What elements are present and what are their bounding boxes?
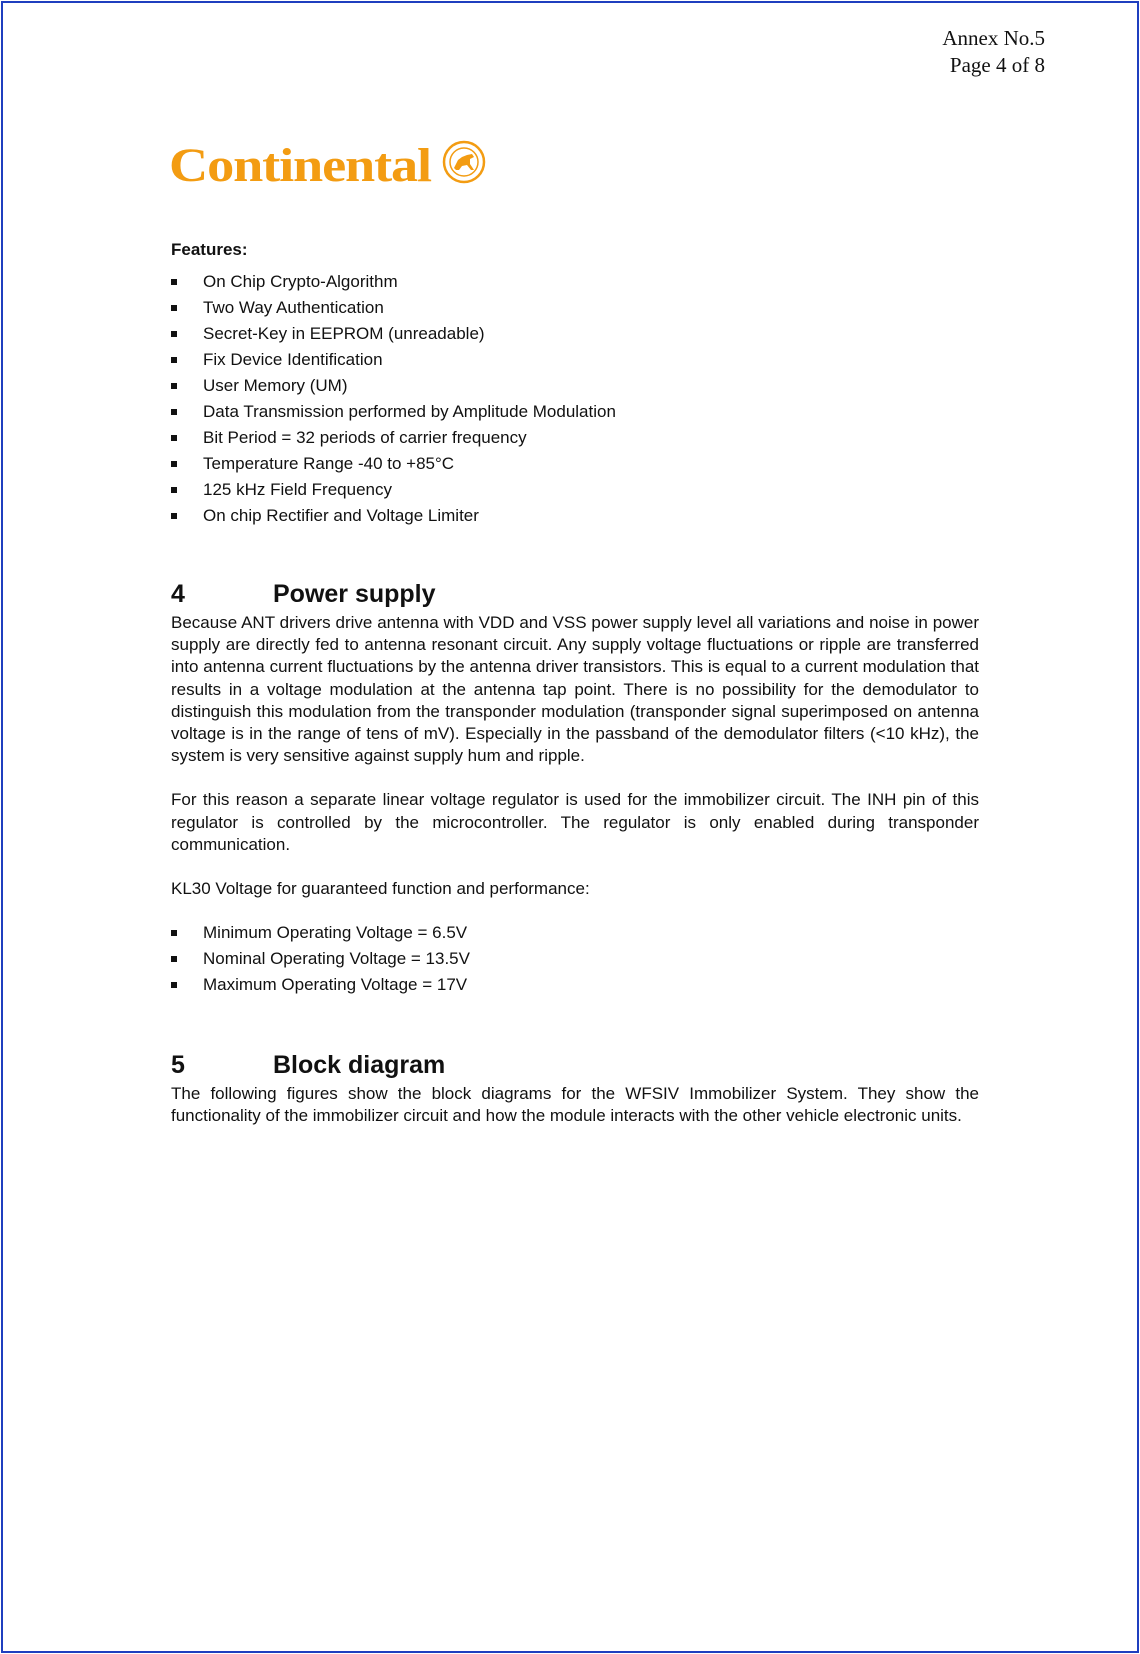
features-list	[171, 269, 979, 529]
main-content	[171, 239, 979, 1128]
list-item: Secret-Key in EEPROM (unreadable)	[171, 321, 979, 347]
section-heading-block-diagram	[171, 1050, 979, 1080]
power-supply-paragraph-1: Because ANT drivers drive antenna with VDD and VSS power supply level all variations and noise in power supply are directly fed to antenna resonant circuit. Any supply voltage fluctuations or ripple are transferred into antenna current fluctuations by the antenna driver transistors. This is equal to a current modulation that results in a voltage modulation at the antenna tap point. There is no possibility for the demodulator to distinguish this modulation from the transponder modulation (transponder signal superimposed on antenna voltage is in the range of tens of mV). Especially in the passband of the demodulator filters (<10 kHz), the system is very sensitive against supply hum and ripple.	[171, 613, 979, 766]
section-heading-power-supply	[171, 579, 979, 609]
power-supply-paragraph-3: KL30 Voltage for guaranteed function and performance:	[171, 879, 590, 899]
section-number: 5	[171, 1051, 185, 1080]
list-item: Fix Device Identification	[171, 347, 979, 373]
voltage-list	[171, 920, 979, 998]
horse-emblem-icon	[444, 142, 484, 182]
list-item: Bit Period = 32 periods of carrier frequency	[171, 425, 979, 451]
list-item: Nominal Operating Voltage = 13.5V	[171, 946, 979, 972]
section-title: Power supply	[273, 580, 436, 608]
features-heading: Features:	[171, 240, 248, 259]
list-item: 125 kHz Field Frequency	[171, 477, 979, 503]
logo-wordmark: Continental	[169, 139, 432, 192]
list-item: Minimum Operating Voltage = 6.5V	[171, 920, 979, 946]
list-item: On Chip Crypto-Algorithm	[171, 269, 979, 295]
block-diagram-paragraph: The following figures show the block diagrams for the WFSIV Immobilizer System. They show the functionality of the immobilizer circuit and how the module interacts with the other vehicle electronic units.	[171, 1084, 979, 1126]
list-item: Data Transmission performed by Amplitude Modulation	[171, 399, 979, 425]
document-page	[1, 1, 1139, 1653]
annex-header	[942, 25, 1045, 79]
list-item: On chip Rectifier and Voltage Limiter	[171, 503, 979, 529]
section-number: 4	[171, 580, 185, 608]
list-item: Temperature Range -40 to +85°C	[171, 451, 979, 477]
power-supply-paragraph-2: For this reason a separate linear voltage regulator is used for the immobilizer circuit. The INH pin of this regulator is controlled by the microcontroller. The regulator is only enabled during transponder communication.	[171, 790, 979, 854]
list-item: Maximum Operating Voltage = 17V	[171, 972, 979, 998]
section-title: Block diagram	[273, 1051, 446, 1080]
annex-number: Annex No.5	[942, 26, 1045, 50]
list-item: Two Way Authentication	[171, 295, 979, 321]
page-number: Page 4 of 8	[949, 53, 1045, 77]
list-item: User Memory (UM)	[171, 373, 979, 399]
continental-logo	[169, 137, 499, 193]
